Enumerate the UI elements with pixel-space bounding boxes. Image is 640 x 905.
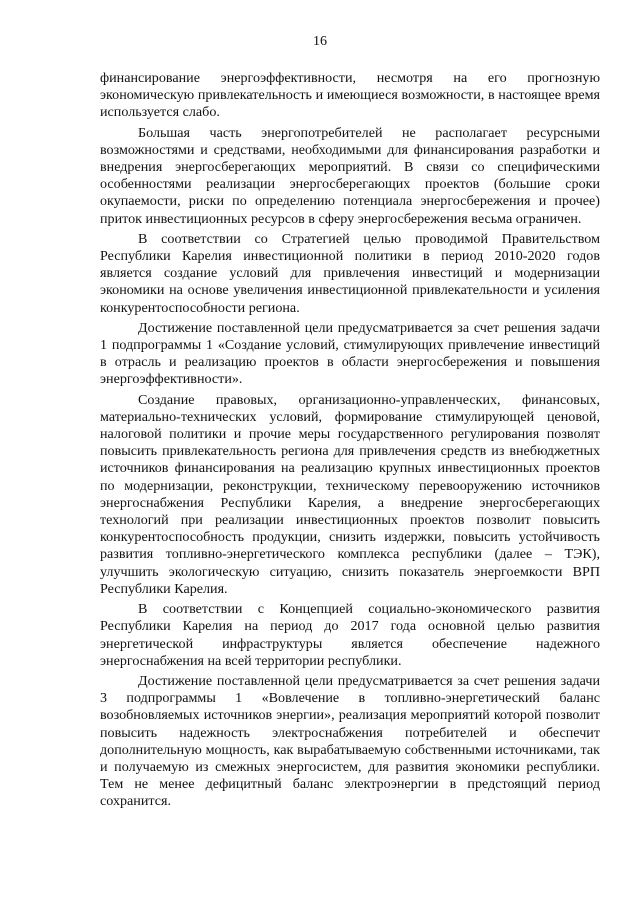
paragraph-energy-efficiency-financing: финансирование энергоэффективности, несмотря на его прогнозную экономическую привлекательность и имеющиеся возможности, в настоящее время используется слабо.	[100, 70, 600, 121]
paragraph-investment-strategy: В соответствии со Стратегией целью проводимой Правительством Республики Карелия инвестиционной политики в период 2010-2020 годов является создание условий для привлечения инвестиций и модернизации экономики на основе увеличения инвестиционной привлекательности и усиления конкурентоспособности региона.	[100, 230, 600, 316]
paragraph-task-1-subprogram-1: Достижение поставленной цели предусматривается за счет решения задачи 1 подпрограммы 1 «Создание условий, стимулирующих привлечение инвестиций в отрасль и реализацию проектов в области энергосбережения и повышения энергоэффективности».	[100, 319, 600, 388]
paragraph-energy-consumers-resources: Большая часть энергопотребителей не располагает ресурсными возможностями и средствами, необходимыми для финансирования разработки и внедрения энергосберегающих мероприятий. В связи со специфическими особенностями реализации энергосберегающих проектов (большие сроки окупаемости, риски по определению потенциала энергосбережения и прочее) приток инвестиционных ресурсов в сферу энергосбережения весьма ограничен.	[100, 124, 600, 227]
page-number: 16	[313, 34, 327, 49]
paragraph-development-concept: В соответствии с Концепцией социально-экономического развития Республики Карелия на период до 2017 года основной целью развития энергетической инфраструктуры является обеспечение надежного энергоснабжения на всей территории республики.	[100, 601, 600, 669]
paragraph-conditions-creation: Создание правовых, организационно-управленческих, финансовых, материально-технических условий, формирование стимулирующей ценовой, налоговой политики и прочие меры государственного регулирования позволят повысить привлекательность региона для привлечения средств из внебюджетных источников финансирования на реализацию крупных инвестиционных проектов по модернизации, реконструкции, техническому перевооружению источников энергоснабжения Республики Карелия, а внедрение энергосберегающих технологий при реализации инвестиционных проектов позволит повысить конкурентоспособность продукции, снизить издержки, повысить устойчивость развития топливно-энергетического комплекса республики (далее – ТЭК), улучшить экологическую ситуацию, снизить показатель энергоемкости ВРП Республики Карелия.	[100, 391, 600, 597]
document-body	[100, 70, 600, 814]
paragraph-task-3-subprogram-1: Достижение поставленной цели предусматривается за счет решения задачи 3 подпрограммы 1 «Вовлечение в топливно-энергетический баланс возобновляемых источников энергии», реализация мероприятий которой позволит повысить надежность электроснабжения потребителей и обеспечит дополнительную мощность, как вырабатываемую собственными источниками, так и получаемую из смежных энергосистем, для развития экономики республики. Тем не менее дефицитный баланс электроэнергии в предстоящий период сохранится.	[100, 672, 600, 810]
